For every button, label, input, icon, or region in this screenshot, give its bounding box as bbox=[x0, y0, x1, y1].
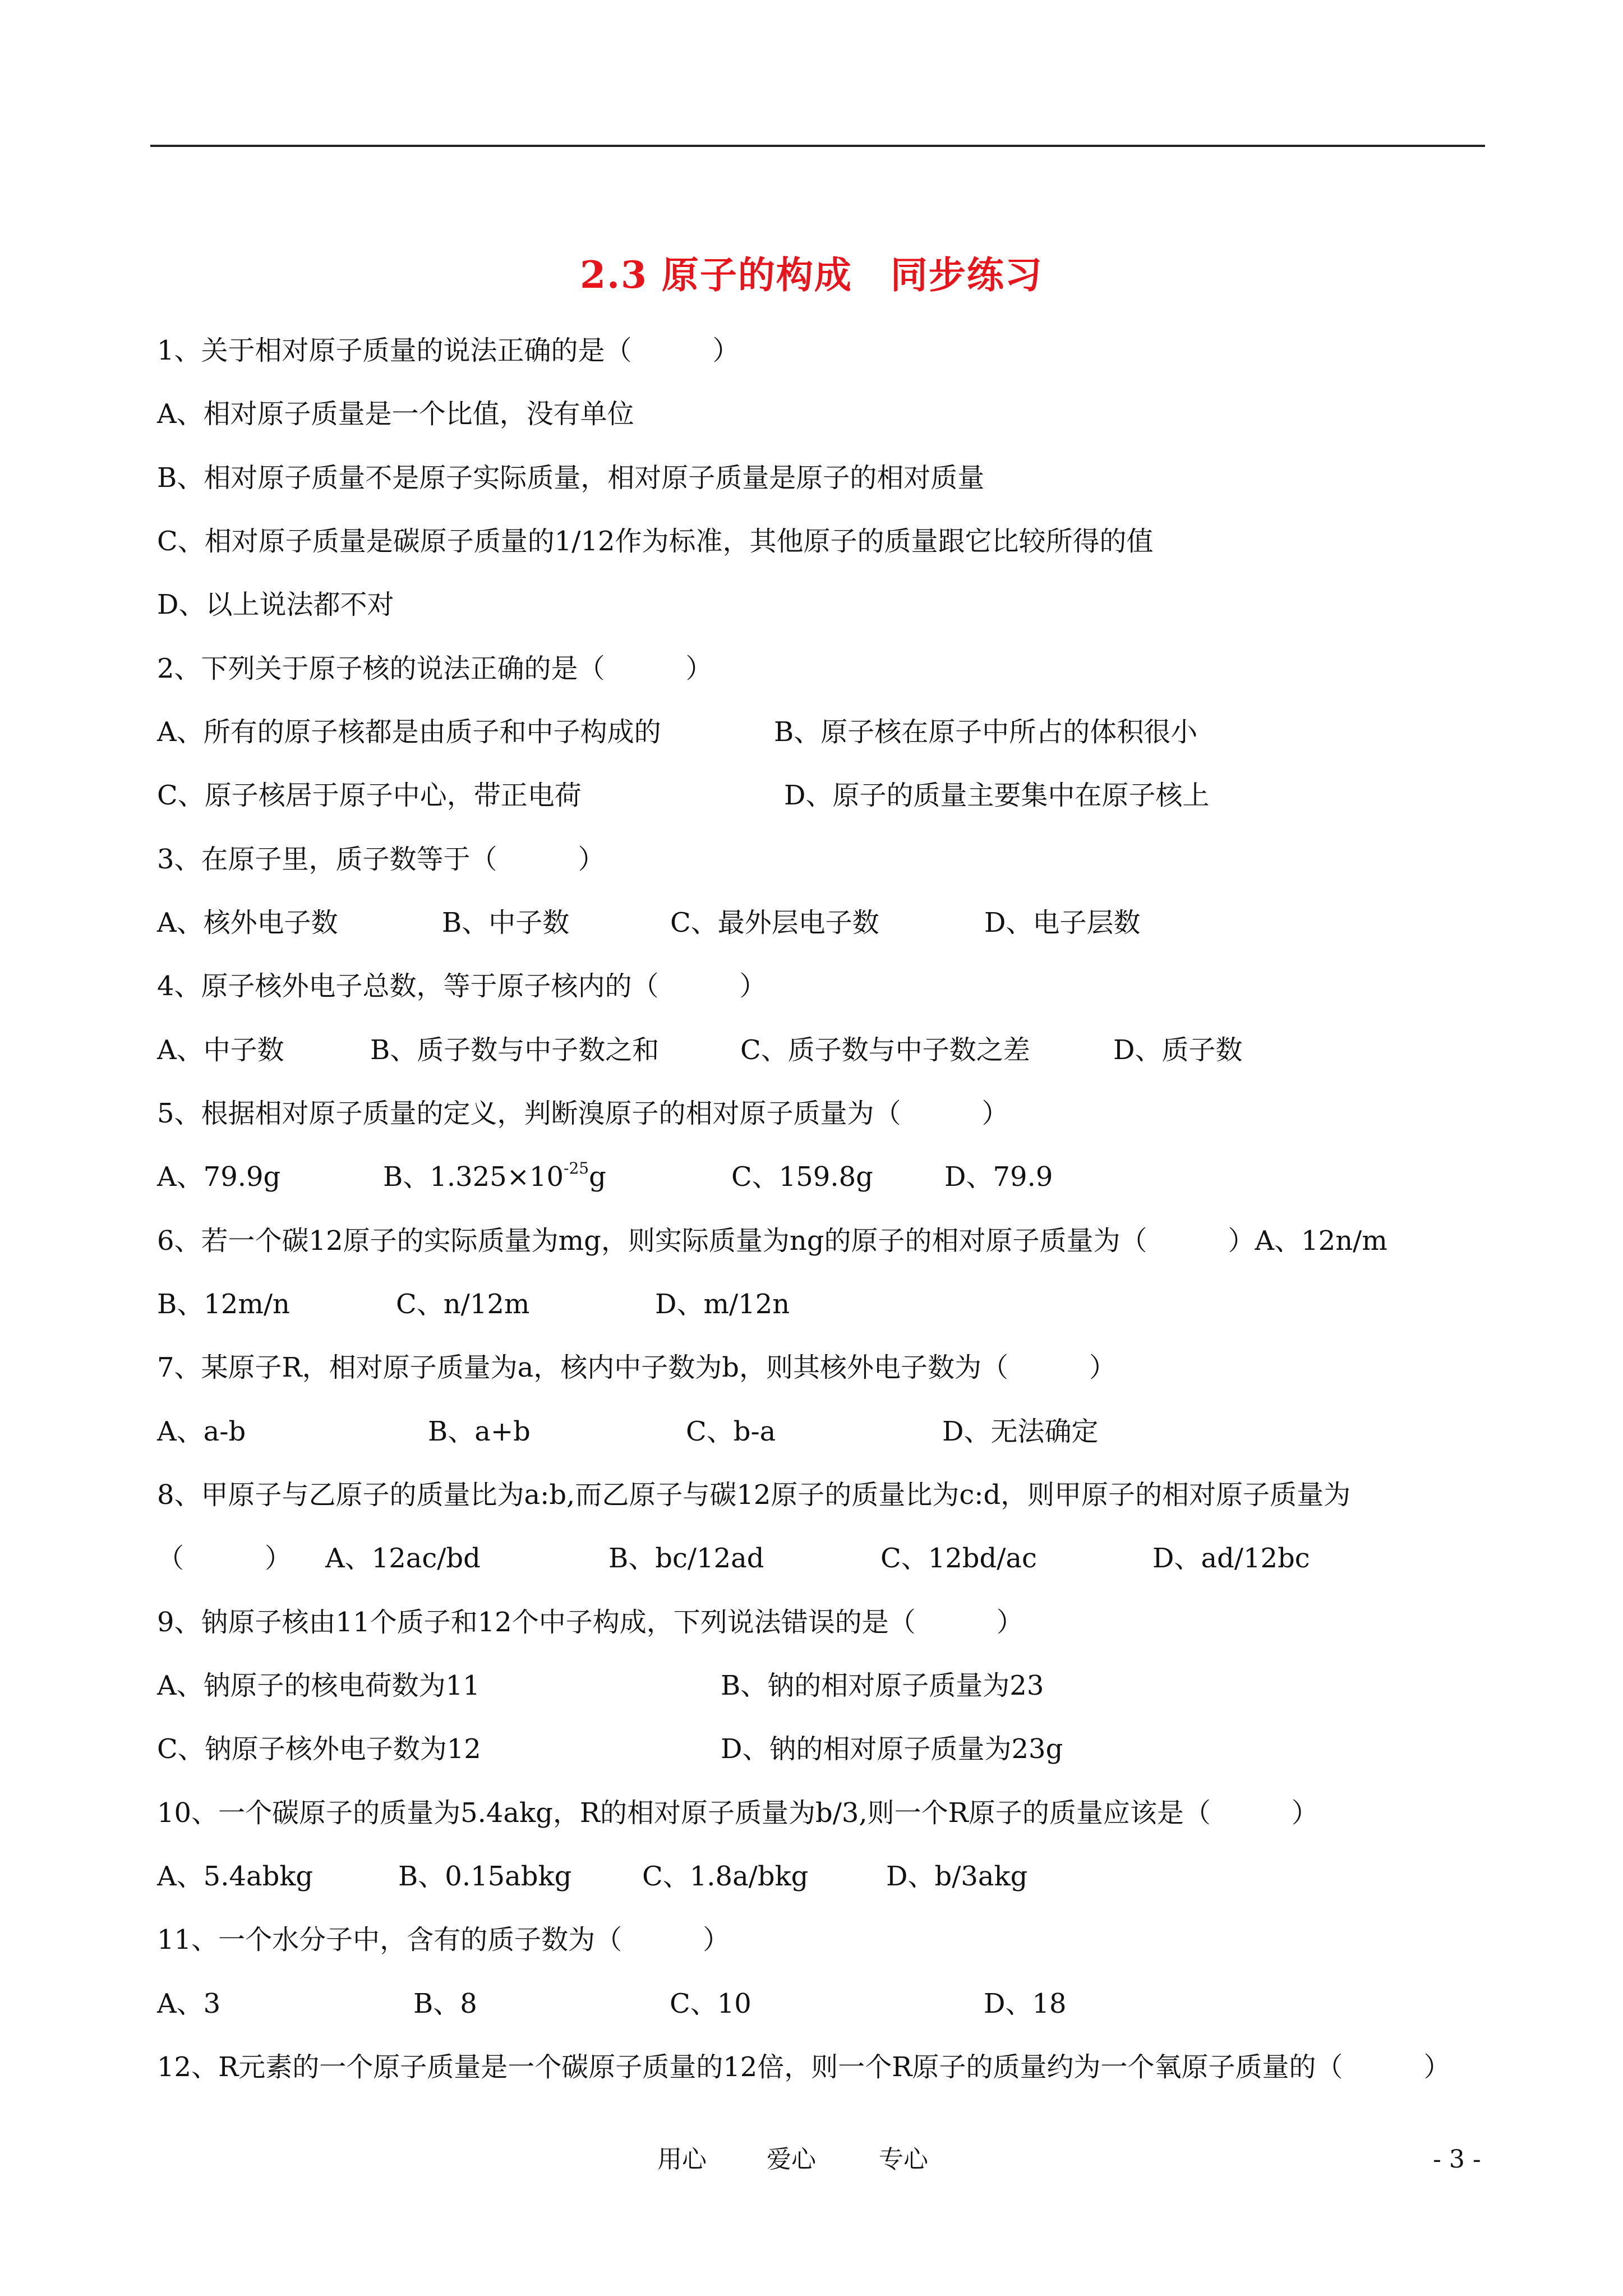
q1-option-b: B、相对原子质量不是原子实际质量，相对原子质量是原子的相对质量 bbox=[157, 462, 985, 494]
q5-option-d: D、79.9 bbox=[944, 1161, 1053, 1193]
q4-option-a: A、中子数 bbox=[157, 1034, 284, 1066]
q7-stem: 7、某原子R，相对原子质量为a，核内中子数为b，则其核外电子数为（ ） bbox=[157, 1352, 1117, 1383]
q7-option-b: B、a+b bbox=[428, 1416, 531, 1447]
q8-option-a: A、12ac/bd bbox=[325, 1543, 481, 1574]
q8-stem: 8、甲原子与乙原子的质量比为a:b,而乙原子与碳12原子的质量比为c:d，则甲原子的相对原子质量为 bbox=[157, 1479, 1351, 1511]
q8-answer-paren: （ ） bbox=[157, 1543, 292, 1574]
q12-stem: 12、R元素的一个原子质量是一个碳原子质量的12倍，则一个R原子的质量约为一个氧原子质量的（ ） bbox=[157, 2051, 1451, 2083]
footer-text-left: 用心 bbox=[657, 2145, 707, 2174]
q7-option-a: A、a-b bbox=[157, 1416, 246, 1447]
q5-stem: 5、根据相对原子质量的定义，判断溴原子的相对原子质量为（ ） bbox=[157, 1098, 1009, 1129]
q6-option-d: D、m/12n bbox=[655, 1289, 790, 1320]
q5-option-c: C、159.8g bbox=[731, 1161, 873, 1193]
q5-option-b-exponent: -25 bbox=[564, 1159, 589, 1177]
q2-option-d: D、原子的质量主要集中在原子核上 bbox=[784, 780, 1210, 811]
footer-text-middle: 爱心 bbox=[767, 2145, 816, 2174]
q6-option-b: B、12m/n bbox=[157, 1289, 290, 1320]
q6-stem: 6、若一个碳12原子的实际质量为mg，则实际质量为ng的原子的相对原子质量为（ ）A、12n/m bbox=[157, 1225, 1387, 1257]
header-rule bbox=[150, 145, 1485, 147]
q8-options bbox=[157, 1536, 1310, 1581]
q2-option-a: A、所有的原子核都是由质子和中子构成的 bbox=[157, 716, 661, 748]
q11-stem: 11、一个水分子中，含有的质子数为（ ） bbox=[157, 1924, 730, 1955]
q8-option-d: D、ad/12bc bbox=[1152, 1543, 1310, 1574]
q1-option-d: D、以上说法都不对 bbox=[157, 589, 394, 620]
footer-text-right: 专心 bbox=[879, 2145, 928, 2174]
q6-option-c: C、n/12m bbox=[396, 1289, 530, 1320]
q10-option-b: B、0.15abkg bbox=[398, 1861, 572, 1892]
page-title: 2.3 原子的构成 同步练习 bbox=[580, 253, 1043, 297]
q5-option-a: A、79.9g bbox=[157, 1161, 281, 1193]
q10-stem: 10、一个碳原子的质量为5.4akg，R的相对原子质量为b/3,则一个R原子的质量应该是（ ） bbox=[157, 1797, 1318, 1829]
q9-option-a: A、钠原子的核电荷数为11 bbox=[157, 1670, 480, 1701]
q9-row2 bbox=[157, 1727, 1063, 1772]
q7-option-c: C、b-a bbox=[686, 1416, 776, 1447]
q6-options bbox=[157, 1282, 790, 1327]
q3-option-c: C、最外层电子数 bbox=[670, 907, 879, 938]
page-number: - 3 - bbox=[1433, 2145, 1481, 2174]
q4-option-b: B、质子数与中子数之和 bbox=[370, 1034, 660, 1066]
q7-option-d: D、无法确定 bbox=[942, 1416, 1099, 1447]
q11-options bbox=[157, 1981, 1067, 2026]
q3-option-b: B、中子数 bbox=[442, 907, 570, 938]
q4-option-c: C、质子数与中子数之差 bbox=[740, 1034, 1030, 1066]
q10-option-a: A、5.4abkg bbox=[157, 1861, 313, 1892]
q11-option-c: C、10 bbox=[670, 1988, 751, 2019]
q10-options bbox=[157, 1854, 1027, 1899]
q5-option-b bbox=[383, 1154, 731, 1199]
q3-option-d: D、电子层数 bbox=[984, 907, 1141, 938]
q7-options bbox=[157, 1409, 1099, 1454]
q11-option-d: D、18 bbox=[984, 1988, 1067, 2019]
q2-option-b: B、原子核在原子中所占的体积很小 bbox=[774, 716, 1198, 748]
q11-option-a: A、3 bbox=[157, 1988, 221, 2019]
q9-option-d: D、钠的相对原子质量为23g bbox=[721, 1733, 1063, 1765]
q9-row1 bbox=[157, 1663, 1044, 1708]
q9-stem: 9、钠原子核由11个质子和12个中子构成，下列说法错误的是（ ） bbox=[157, 1607, 1023, 1638]
q10-option-c: C、1.8a/bkg bbox=[642, 1861, 809, 1892]
q3-options bbox=[157, 900, 1141, 945]
q3-stem: 3、在原子里，质子数等于（ ） bbox=[157, 844, 605, 875]
q9-option-b: B、钠的相对原子质量为23 bbox=[721, 1670, 1044, 1701]
q8-option-c: C、12bd/ac bbox=[880, 1543, 1037, 1574]
q2-stem: 2、下列关于原子核的说法正确的是（ ） bbox=[157, 653, 713, 684]
q4-options bbox=[157, 1028, 1243, 1073]
q4-stem: 4、原子核外电子总数，等于原子核内的（ ） bbox=[157, 970, 767, 1002]
q2-row2 bbox=[157, 773, 1210, 818]
q5-option-b-base: B、1.325×10 bbox=[383, 1161, 564, 1193]
q3-option-a: A、核外电子数 bbox=[157, 907, 338, 938]
q5-options bbox=[157, 1154, 1053, 1199]
q11-option-b: B、8 bbox=[413, 1988, 477, 2019]
q8-option-b: B、bc/12ad bbox=[608, 1543, 764, 1574]
q2-option-c: C、原子核居于原子中心，带正电荷 bbox=[157, 780, 582, 811]
q10-option-d: D、b/3akg bbox=[886, 1861, 1028, 1892]
q2-row1 bbox=[157, 710, 1197, 754]
q5-option-b-unit: g bbox=[589, 1161, 606, 1193]
q4-option-d: D、质子数 bbox=[1113, 1034, 1243, 1066]
q9-option-c: C、钠原子核外电子数为12 bbox=[157, 1733, 481, 1765]
q1-stem: 1、关于相对原子质量的说法正确的是（ ） bbox=[157, 335, 740, 366]
q1-option-a: A、相对原子质量是一个比值，没有单位 bbox=[157, 398, 634, 430]
q1-option-c: C、相对原子质量是碳原子质量的1/12作为标准，其他原子的质量跟它比较所得的值 bbox=[157, 526, 1154, 557]
